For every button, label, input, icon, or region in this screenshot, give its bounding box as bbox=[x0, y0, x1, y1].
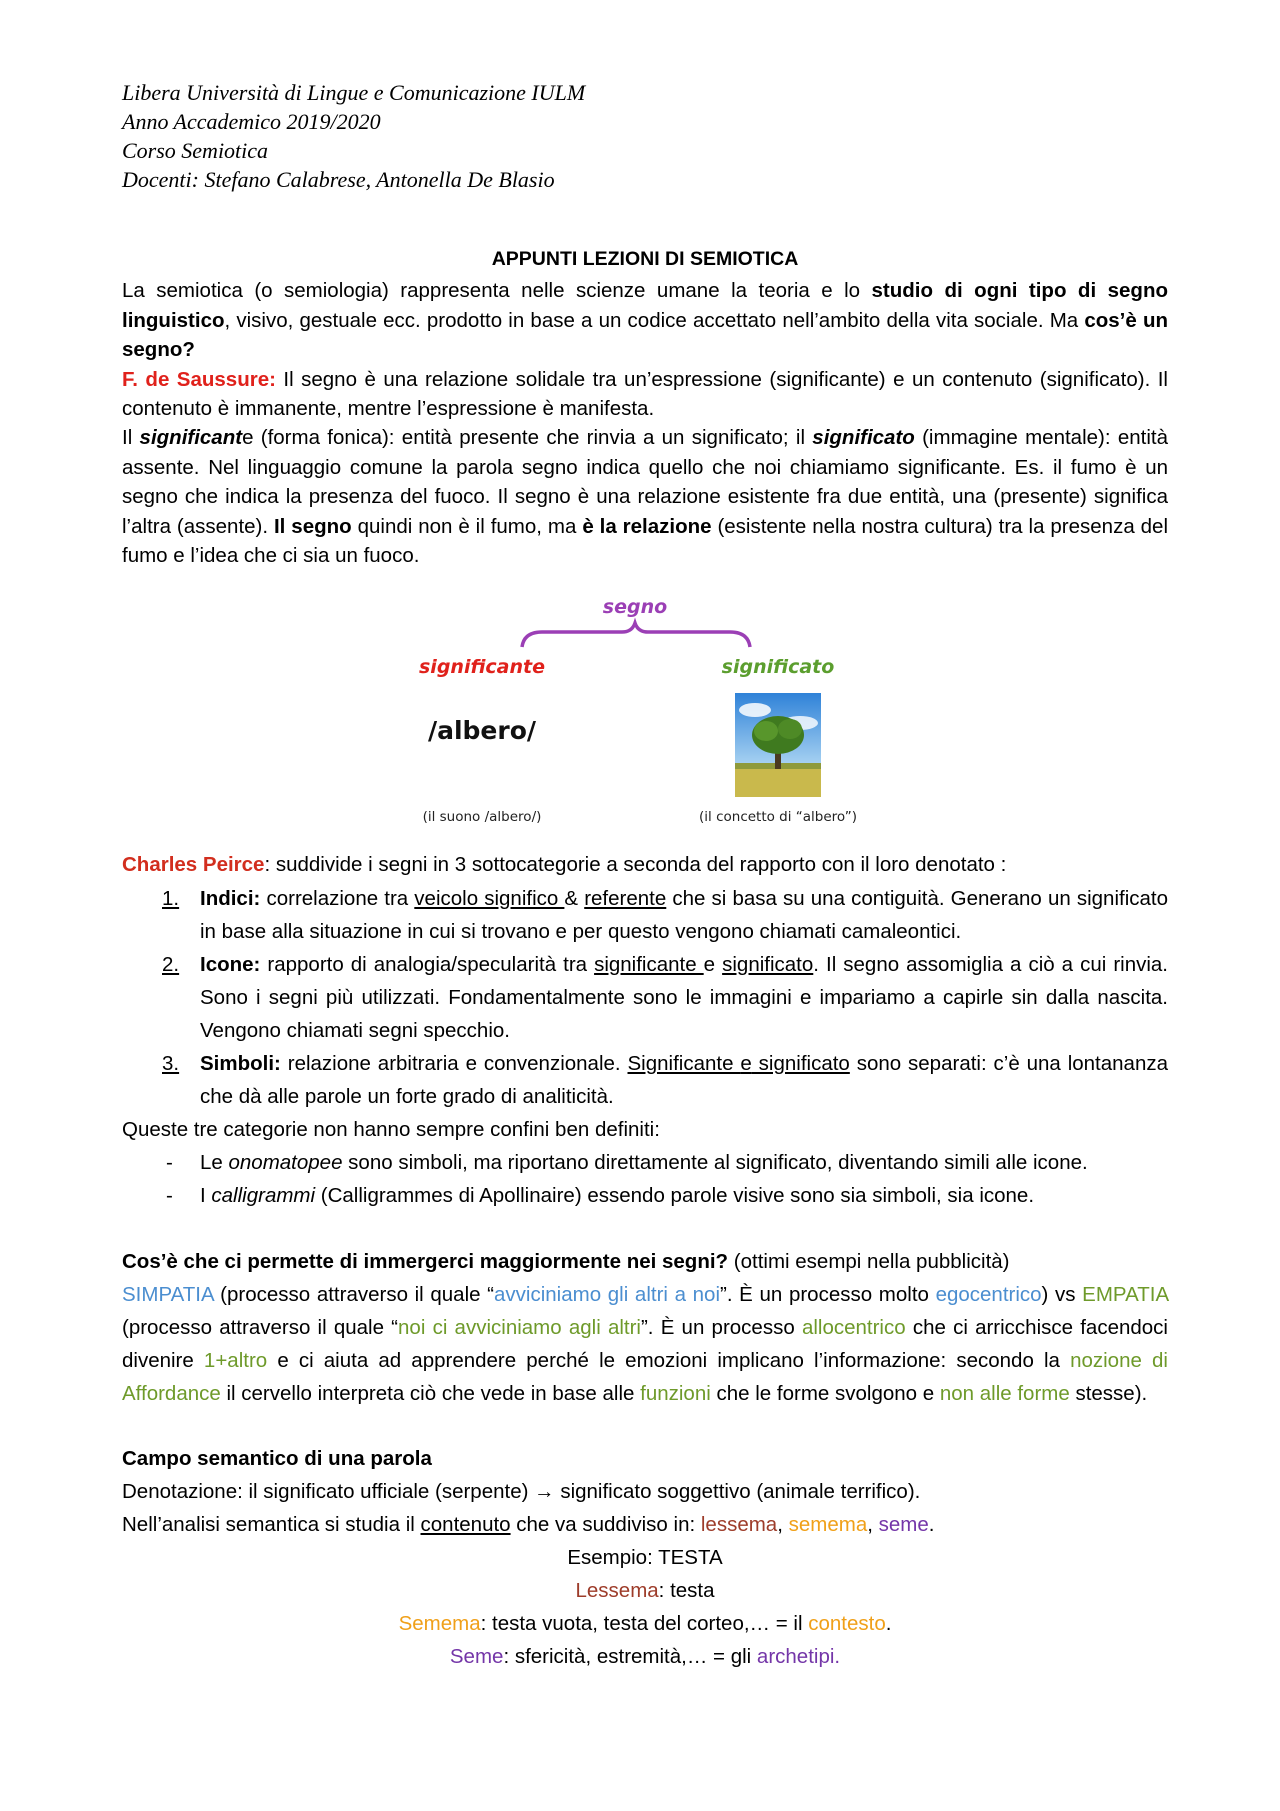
segno-diagram-svg bbox=[400, 585, 920, 825]
semema-line: Semema: testa vuota, testa del corteo,… = il contesto. bbox=[398, 1612, 892, 1635]
list-item: 2. Icone: rapporto di analogia/specularità tra significante e significato. Il segno assomiglia a ciò a cui rinvia. Sono i segni più utilizzati. Fondamentalmente sono le immagini e impariamo a capirle sin dalla nascita. Vengono chiamati segni specchio. bbox=[162, 953, 1169, 1042]
diagram-caption-left: (il suono /albero/) bbox=[422, 809, 542, 825]
peirce-intro: Charles Peirce: suddivide i segni in 3 sottocategorie a seconda del rapporto con il loro denotato : bbox=[122, 853, 1007, 876]
diagram-caption-right: (il concetto di “albero”) bbox=[699, 809, 857, 825]
page-title: APPUNTI LEZIONI DI SEMIOTICA bbox=[491, 248, 799, 270]
course-header bbox=[122, 78, 1022, 194]
esempio-line: Esempio: TESTA bbox=[567, 1546, 723, 1569]
denotazione-line: Denotazione: il significato ufficiale (serpente) → significato soggettivo (animale terrifico). bbox=[122, 1480, 921, 1503]
segno-diagram bbox=[400, 585, 920, 825]
categorie-intro: Queste tre categorie non hanno sempre confini ben definiti: bbox=[122, 1118, 660, 1141]
list-item: - Le onomatopee sono simboli, ma riportano direttamente al significato, diventando simili alle icone. bbox=[166, 1151, 1088, 1174]
immergerci-paragraph: Cos’è che ci permette di immergerci maggiormente nei segni? (ottimi esempi nella pubblicità) SIMPATIA (processo attraverso il quale “avviciniamo gli altri a noi”. È un processo molto egocentrico) vs EMPATIA (processo attraverso il quale “noi ci avviciniamo agli altri”. È un processo allocentrico che ci arricchisce facendoci divenire 1+altro e ci aiuta ad apprendere perché le emozioni implicano l’informazione: secondo la nozione di Affordance il cervello interpreta ciò che vede in base alle funzioni che le forme svolgono e non alle forme stesse). bbox=[122, 1250, 1168, 1405]
campo-title: Campo semantico di una parola bbox=[122, 1447, 432, 1470]
header-university: Libera Università di Lingue e Comunicazione IULM bbox=[122, 80, 586, 105]
lessema-line: Lessema: testa bbox=[575, 1579, 715, 1602]
tree-picture bbox=[735, 693, 821, 797]
campo-section bbox=[122, 1442, 1168, 1673]
intro-paragraph: La semiotica (o semiologia) rappresenta nelle scienze umane la teoria e lo studio di ogni tipo di segno linguistico, visivo, gestuale ecc. prodotto in base a un codice accettato nell’ambito della vita sociale. Ma cos’è un segno? F. de Saussure: Il segno è una relazione solidale tra un’espressione (significante) e un contenuto (significato). Il contenuto è immanente, mentre l’espressione è manifesta. bbox=[122, 279, 1168, 420]
analisi-line: Nell’analisi semantica si studia il contenuto che va suddiviso in: lessema, semema, seme. bbox=[122, 1513, 935, 1536]
segno-brace bbox=[522, 623, 750, 647]
diagram-label-significante: significante bbox=[419, 656, 545, 678]
seme-line: Seme: sfericità, estremità,… = gli archetipi. bbox=[449, 1645, 841, 1668]
categorie-section bbox=[122, 1113, 1168, 1212]
diagram-label-segno: segno bbox=[602, 596, 668, 618]
saussure-name: F. de Saussure: bbox=[122, 367, 276, 391]
peirce-list bbox=[122, 882, 1168, 1113]
list-item: - I calligrammi (Calligrammes di Apollinaire) essendo parole visive sono sia simboli, sia icone. bbox=[166, 1184, 1035, 1207]
diagram-label-significato: significato bbox=[721, 656, 835, 678]
header-teachers: Docenti: Stefano Calabrese, Antonella De Blasio bbox=[122, 167, 555, 192]
header-academic-year: Anno Accademico 2019/2020 bbox=[122, 109, 381, 134]
header-course: Corso Semiotica bbox=[122, 138, 269, 163]
diagram-albero-word: /albero/ bbox=[427, 716, 537, 745]
list-item: 1. Indici: correlazione tra veicolo significo & referente che si basa su una contiguità. Generano un significato in base alla situazione in cui si trovano e per questo vengono chiamati camaleontici. bbox=[162, 887, 1169, 943]
segno-paragraph: Il significante (forma fonica): entità presente che rinvia a un significato; il significato (immagine mentale): entità assente. Nel linguaggio comune la parola segno indica quello che noi chiamiamo significante. Es. il fumo è un segno che indica la presenza del fuoco. Il segno è una relazione esistente fra due entità, una (presente) significa l’altra (assente). Il segno quindi non è il fumo, ma è la relazione (esistente nella nostra cultura) tra la presenza del fumo e l’idea che ci sia un fuoco. bbox=[122, 426, 1168, 567]
peirce-name: Charles Peirce bbox=[122, 853, 265, 876]
list-item: 3. Simboli: relazione arbitraria e convenzionale. Significante e significato sono separati: c’è una lontananza che dà alle parole un forte grado di analiticità. bbox=[162, 1052, 1169, 1108]
